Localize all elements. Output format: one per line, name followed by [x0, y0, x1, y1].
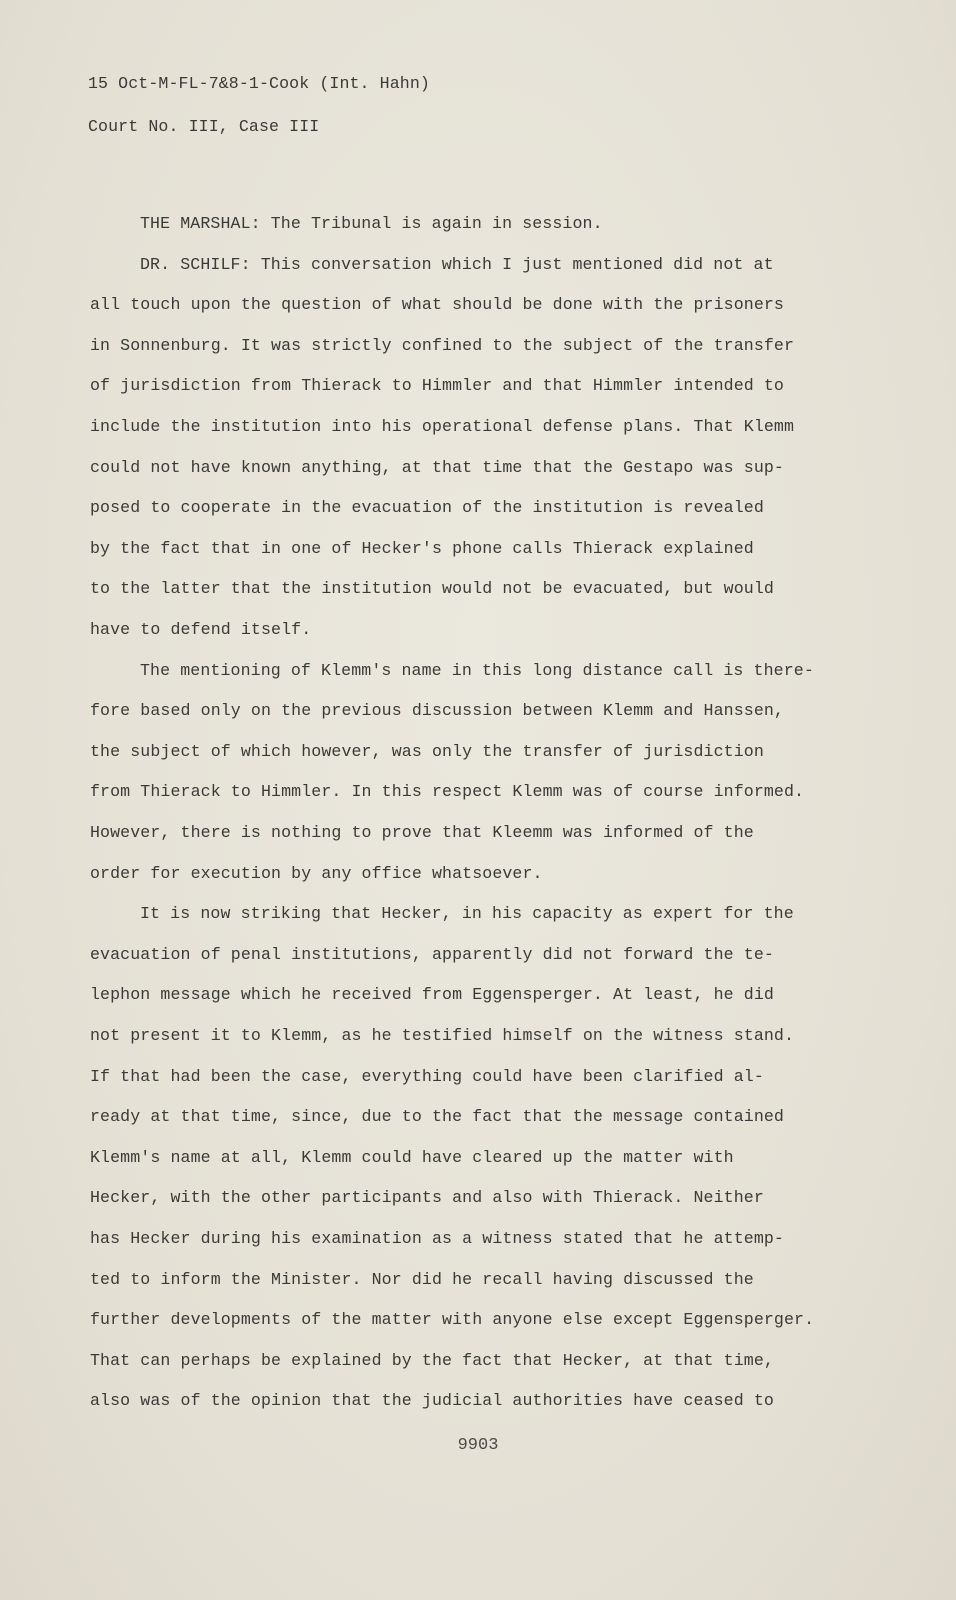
transcript-line: DR. SCHILF: This conversation which I just mentioned did not at [140, 254, 774, 274]
transcript-line: to the latter that the institution would not be evacuated, but would [90, 579, 774, 599]
transcript-line: THE MARSHAL: The Tribunal is again in session. [140, 214, 603, 233]
transcript-line: The mentioning of Klemm's name in this long distance call is there- [140, 660, 814, 680]
transcript-line: not present it to Klemm, as he testified himself on the witness stand. [90, 1026, 795, 1045]
transcript-line: order for execution by any office whatsoever. [90, 863, 543, 883]
transcript-line: by the fact that in one of Hecker's phone calls Thierack explained [90, 538, 754, 558]
transcript-line: all touch upon the question of what should be done with the prisoners [90, 295, 784, 315]
transcript-line: However, there is nothing to prove that Kleemm was informed of the [90, 823, 754, 842]
transcript-line: of jurisdiction from Thierack to Himmler and that Himmler intended to [90, 376, 784, 396]
transcript-line: in Sonnenburg. It was strictly confined to the subject of the transfer [90, 335, 795, 355]
transcript-line: has Hecker during his examination as a witness stated that he attemp- [90, 1229, 784, 1248]
transcript-line: Hecker, with the other participants and also with Thierack. Neither [90, 1188, 764, 1208]
transcript-line: ted to inform the Minister. Nor did he recall having discussed the [90, 1269, 754, 1289]
page-number: 9903 [457, 1436, 499, 1455]
transcript-line: the subject of which however, was only the transfer of jurisdiction [90, 741, 764, 761]
transcript-line: lephon message which he received from Eggensperger. At least, he did [90, 985, 774, 1005]
transcript-line: That can perhaps be explained by the fact that Hecker, at that time, [90, 1350, 774, 1370]
transcript-line: It is now striking that Hecker, in his capacity as expert for the [140, 904, 794, 924]
transcript-line: from Thierack to Himmler. In this respect Klemm was of course informed. [90, 782, 805, 802]
transcript-line: evacuation of penal institutions, apparently did not forward the te- [90, 944, 774, 964]
header-transcript-id: 15 Oct-M-FL-7&8-1-Cook (Int. Hahn) [88, 74, 430, 93]
transcript-line: could not have known anything, at that time that the Gestapo was sup- [90, 457, 784, 477]
transcript-line: have to defend itself. [90, 620, 312, 639]
transcript-line: Klemm's name at all, Klemm could have cleared up the matter with [90, 1147, 734, 1167]
transcript-line: fore based only on the previous discussion between Klemm and Hanssen, [90, 701, 784, 721]
transcript-line: further developments of the matter with anyone else except Eggensperger. [90, 1310, 815, 1330]
header-court-case: Court No. III, Case III [88, 117, 320, 136]
transcript-line: include the institution into his operational defense plans. That Klemm [90, 417, 795, 436]
transcript-line: If that had been the case, everything could have been clarified al- [90, 1066, 764, 1086]
transcript-line: ready at that time, since, due to the fact that the message contained [90, 1107, 784, 1127]
transcript-line: posed to cooperate in the evacuation of the institution is revealed [90, 498, 764, 518]
transcript-line: also was of the opinion that the judicial authorities have ceased to [90, 1391, 774, 1411]
